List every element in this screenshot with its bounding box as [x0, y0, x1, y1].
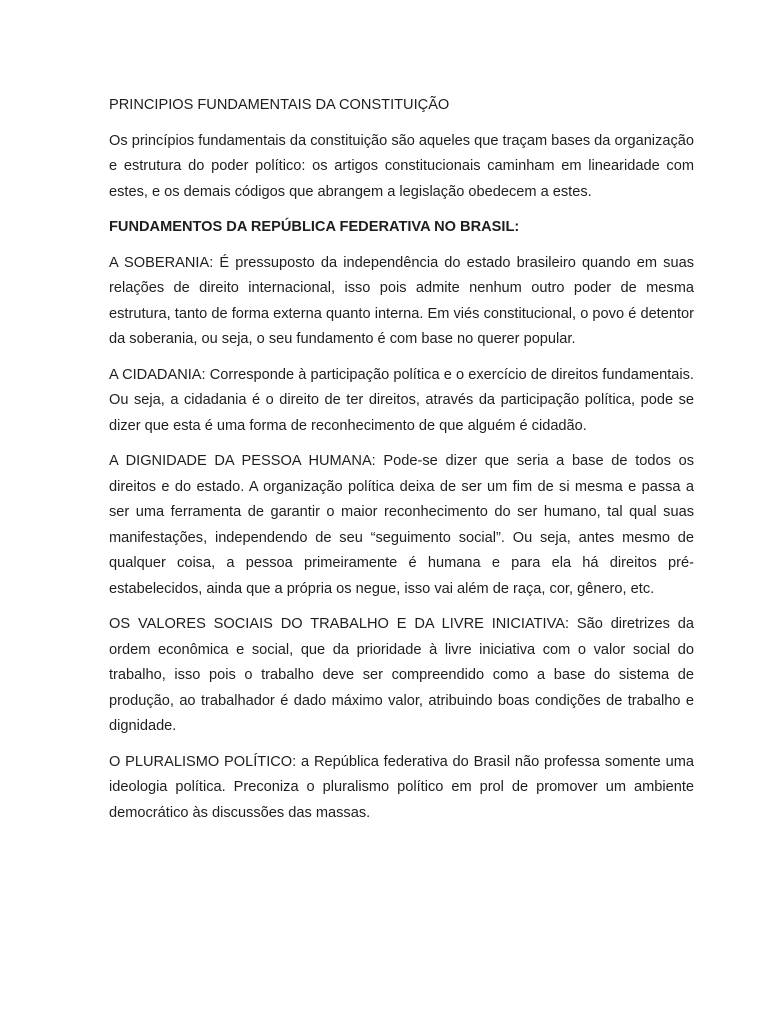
paragraph-dignidade: A DIGNIDADE DA PESSOA HUMANA: Pode-se dizer que seria a base de todos os direitos e do estado. A organização política deixa de ser um fim de si mesma e passa a ser uma ferramenta de garantir o maior reconhecimento do ser humano, tal qual suas manifestações, independendo de seu “seguimento social”. Ou seja, antes mesmo de qualquer coisa, a pessoa primeiramente é humana e para ela há direitos pré-estabelecidos, ainda que a própria os negue, isso vai além de raça, cor, gênero, etc.	[109, 453, 694, 597]
paragraph-cidadania: A CIDADANIA: Corresponde à participação política e o exercício de direitos fundamentais. Ou seja, a cidadania é o direito de ter direitos, através da participação política, pode se dizer que esta é uma forma de reconhecimento de que alguém é cidadão.	[109, 366, 694, 434]
paragraph-pluralismo: O PLURALISMO POLÍTICO: a República federativa do Brasil não professa somente uma ideologia política. Preconiza o pluralismo político em prol de promover um ambiente democrático às discussões das massas.	[109, 753, 694, 821]
paragraph-valores-sociais: OS VALORES SOCIAIS DO TRABALHO E DA LIVRE INICIATIVA: São diretrizes da ordem econômica e social, que da prioridade à livre iniciativa com o valor social do trabalho, isso pois o trabalho deve ser compreendido como a base do sistema de produção, ao trabalhador é dado máximo valor, atribuindo boas condições de trabalho e dignidade.	[109, 616, 694, 734]
paragraph-soberania: A SOBERANIA: É pressuposto da independência do estado brasileiro quando em suas relações de direito internacional, isso pois admite nenhum outro poder de mesma estrutura, tanto de forma externa quanto interna. Em viés constitucional, o povo é detentor da soberania, ou seja, o seu fundamento é com base no querer popular.	[109, 254, 694, 347]
intro-paragraph: Os princípios fundamentais da constituição são aqueles que traçam bases da organização e estrutura do poder político: os artigos constitucionais caminham em linearidade com estes, e os demais códigos que abrangem a legislação obedecem a estes.	[109, 132, 694, 200]
document-title: PRINCIPIOS FUNDAMENTAIS DA CONSTITUIÇÃO	[109, 97, 450, 113]
document-page	[109, 93, 694, 836]
section-heading: FUNDAMENTOS DA REPÚBLICA FEDERATIVA NO BRASIL:	[109, 219, 520, 235]
